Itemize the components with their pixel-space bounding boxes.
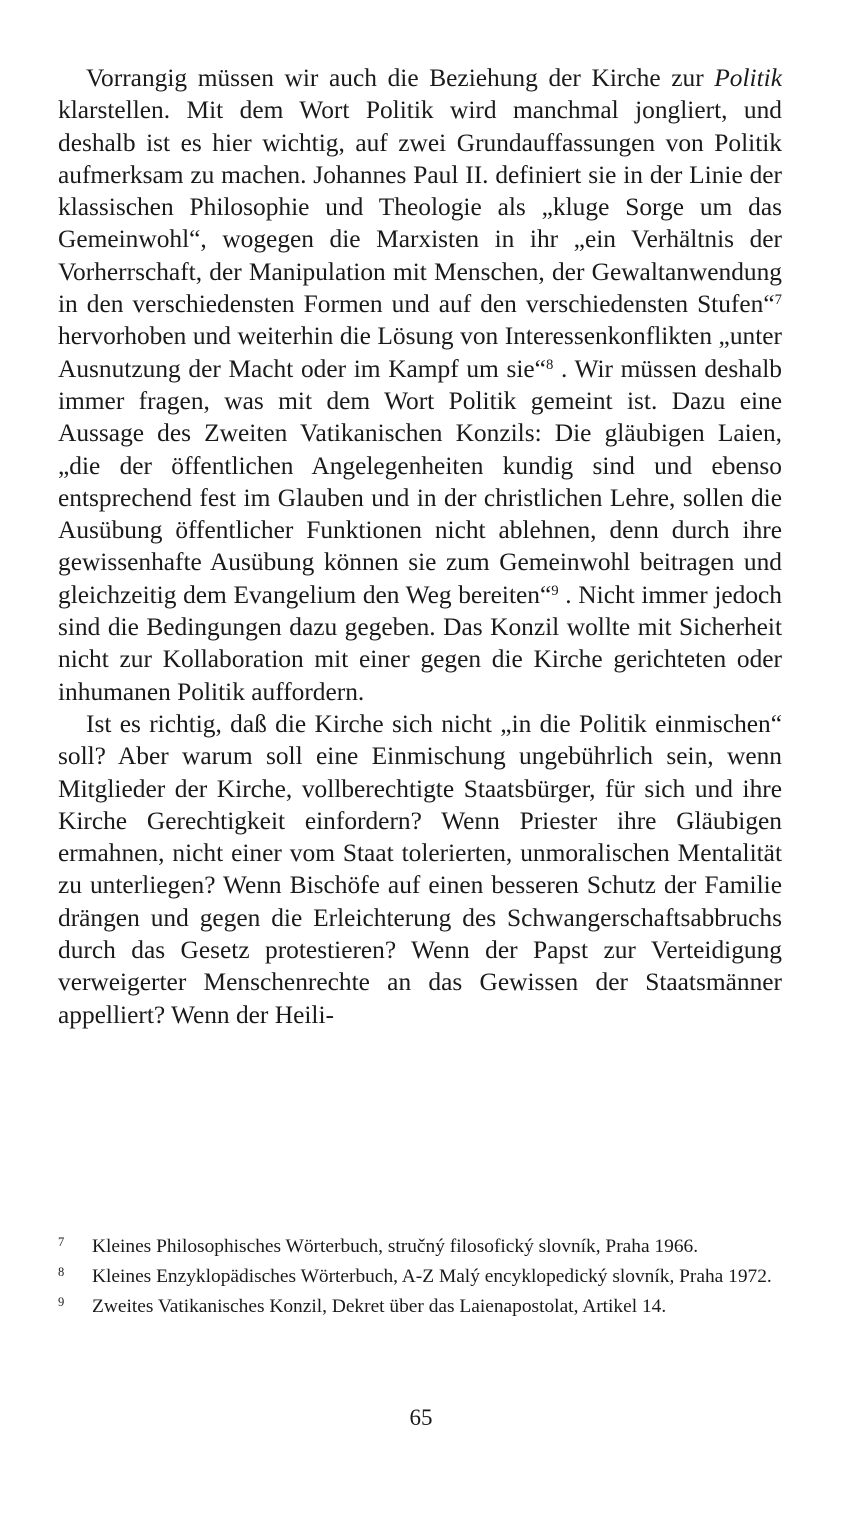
paragraph-2-text: Ist es richtig, daß die Kirche sich nicht „in die Politik einmischen“ soll? Aber warum soll eine Einmischung ungebührlich sein, wenn Mitglieder der Kirche, vollberechtigte Staatsbürger, für sich und ihre Kirche Gerechtigkeit einfordern? Wenn Priester ihre Gläubigen ermahnen, nicht einer vom Staat tolerierten, unmoralischen Mentalität zu unterliegen? Wenn Bischöfe auf einen besseren Schutz der Familie drängen und gegen die Erleichterung des Schwangerschaftsabbruchs durch das Gesetz protestieren? Wenn der Papst zur Verteidigung verweigerter Menschenrechte an das Gewissen der Staatsmänner appelliert? Wenn der Heili- <box>58 709 782 1029</box>
footnote-number: 9 <box>58 1295 65 1309</box>
body-text <box>58 62 782 1031</box>
paragraph-1-part-2: klarstellen. Mit dem Wort Politik wird manchmal jongliert, und deshalb ist es hier wichtig, auf zwei Grundauffassungen von Politik aufmerksam zu machen. Johannes Paul II. definiert sie in der Linie der klassischen Philosophie und Theologie als „kluge Sorge um das Gemeinwohl“, wogegen die Marxisten in ihr „ein Verhältnis der Vorherrschaft, der Manipulation mit Menschen, der Gewaltanwendung in den verschiedensten Formen und auf den verschiedensten Stufen“ <box>58 96 782 319</box>
paragraph-1-part-1: Vorrangig müssen wir auch die Beziehung der Kirche zur <box>86 64 715 92</box>
footnote-number: 7 <box>58 1235 65 1249</box>
footnote-ref-8: 8 <box>545 356 554 373</box>
footnote-number: 8 <box>58 1265 65 1279</box>
footnote-8 <box>58 1265 782 1289</box>
paragraph-1 <box>58 62 782 708</box>
footnote-text: Kleines Enzyklopädisches Wörterbuch, A-Z Malý encyklopedický slovník, Praha 1972. <box>92 1266 772 1287</box>
footnote-7 <box>58 1235 782 1259</box>
paragraph-1-part-4: . Wir müssen deshalb immer fragen, was mit dem Wort Politik gemeint ist. Dazu eine Aussage des Zweiten Vatikanischen Konzils: Die gläubigen Laien, „die der öffentlichen Angelegenheiten kundig sind und ebenso entsprechend fest im Glauben und in der christlichen Lehre, sollen die Ausübung öffentlicher Funktionen nicht ablehnen, denn durch ihre gewissenhafte Ausübung können sie zum Gemeinwohl beitragen und gleichzeitig dem Evangelium den Weg bereiten“ <box>58 354 782 609</box>
footnote-ref-9: 9 <box>551 582 559 599</box>
paragraph-1-part-5: . Nicht immer jedoch sind die Bedingungen dazu gegeben. Das Konzil wollte mit Sicherheit nicht zur Kollaboration mit einer gegen die Kirche gerichteten oder inhumanen Politik auffordern. <box>58 580 782 706</box>
footnote-text: Zweites Vatikanisches Konzil, Dekret über das Laienapostolat, Artikel 14. <box>92 1296 667 1317</box>
page-number: 65 <box>409 1405 433 1430</box>
paragraph-1-part-3: hervorhoben und weiterhin die Lösung von Interessenkonflikten „unter Ausnutzung der Macht oder im Kampf um sie“ <box>58 322 782 383</box>
page-body <box>58 62 782 1031</box>
footnotes <box>58 1235 782 1325</box>
paragraph-2 <box>58 708 782 1031</box>
politik-italic-word: Politik <box>714 64 782 92</box>
footnote-text: Kleines Philosophisches Wörterbuch, stručný filosofický slovník, Praha 1966. <box>92 1236 699 1257</box>
footnote-ref-7: 7 <box>774 291 782 308</box>
footnote-9 <box>58 1295 782 1319</box>
